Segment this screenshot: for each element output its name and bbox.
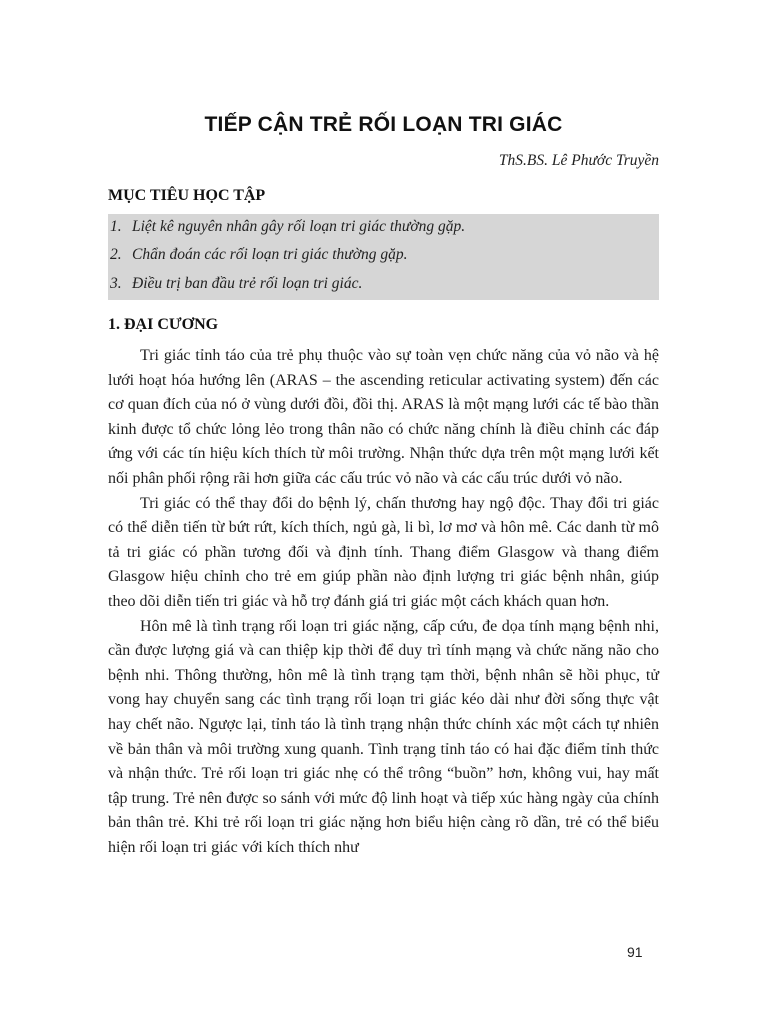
paragraph: Hôn mê là tình trạng rối loạn tri giác nặng, cấp cứu, đe dọa tính mạng bệnh nhi, cần được lượng giá và can thiệp kịp thời để duy trì tính mạng và chức năng não cho bệnh nhi. Thông thường, hôn mê là tình trạng tạm thời, bệnh nhân sẽ hồi phục, tử vong hay chuyển sang các tình trạng rối loạn tri giác kéo dài như đời sống thực vật hay chết não. Ngược lại, tỉnh táo là tình trạng nhận thức chính xác một cách tự nhiên về bản thân và môi trường xung quanh. Tình trạng tỉnh táo có hai đặc điểm tỉnh thức và nhận thức. Trẻ rối loạn tri giác nhẹ có thể trông “buồn” hơn, không vui, hay mất tập trung. Trẻ nên được so sánh với mức độ linh hoạt và tiếp xúc hàng ngày của chính bản thân trẻ. Khi trẻ rối loạn tri giác nặng hơn biểu hiện càng rõ dần, trẻ có thể biểu hiện rối loạn tri giác với kích thích như [108, 617, 659, 856]
objective-text: Liệt kê nguyên nhân gây rối loạn tri giác thường gặp. [132, 218, 466, 235]
objective-text: Chẩn đoán các rối loạn tri giác thường gặp. [132, 246, 408, 263]
section-heading: 1. ĐẠI CƯƠNG [108, 316, 219, 333]
objective-number: 1. [110, 218, 122, 235]
page-number: 91 [627, 944, 643, 960]
objective-number: 3. [110, 275, 122, 292]
objective-number: 2. [110, 246, 122, 263]
paragraph: Tri giác tỉnh táo của trẻ phụ thuộc vào sự toàn vẹn chức năng của vỏ não và hệ lưới hoạt hóa hướng lên (ARAS – the ascending reticular activating system) đến các cơ quan đích của nó ở vùng dưới đồi, đồi thị. ARAS là một mạng lưới các tế bào thần kinh được tổ chức lỏng lẻo trong thân não có chức năng chính là điều chỉnh các đáp ứng với các tín hiệu kích thích từ môi trường. Nhận thức dựa trên một mạng lưới kết nối phân phối rộng rãi hơn giữa các cấu trúc vỏ não và các cấu trúc dưới vỏ não. [108, 347, 659, 487]
document-title: TIẾP CẬN TRẺ RỐI LOẠN TRI GIÁC [204, 113, 563, 136]
objectives-box [108, 214, 659, 300]
author-name: ThS.BS. Lê Phước Truyền [498, 152, 659, 169]
objectives-heading: MỤC TIÊU HỌC TẬP [108, 187, 266, 204]
objective-item [110, 246, 407, 264]
objective-text: Điều trị ban đầu trẻ rối loạn tri giác. [132, 275, 363, 292]
paragraph: Tri giác có thể thay đổi do bệnh lý, chấn thương hay ngộ độc. Thay đổi tri giác có thể diễn tiến từ bứt rứt, kích thích, ngủ gà, li bì, lơ mơ và hôn mê. Các danh từ mô tả tri giác có phần tương đối và định tính. Thang điểm Glasgow và thang điểm Glasgow hiệu chỉnh cho trẻ em giúp phần nào định lượng tri giác bệnh nhân, giúp theo dõi diễn tiến tri giác và hỗ trợ đánh giá tri giác một cách khách quan hơn. [108, 494, 659, 610]
section-body [108, 344, 659, 860]
objective-item [110, 275, 362, 293]
objective-item [110, 218, 465, 236]
